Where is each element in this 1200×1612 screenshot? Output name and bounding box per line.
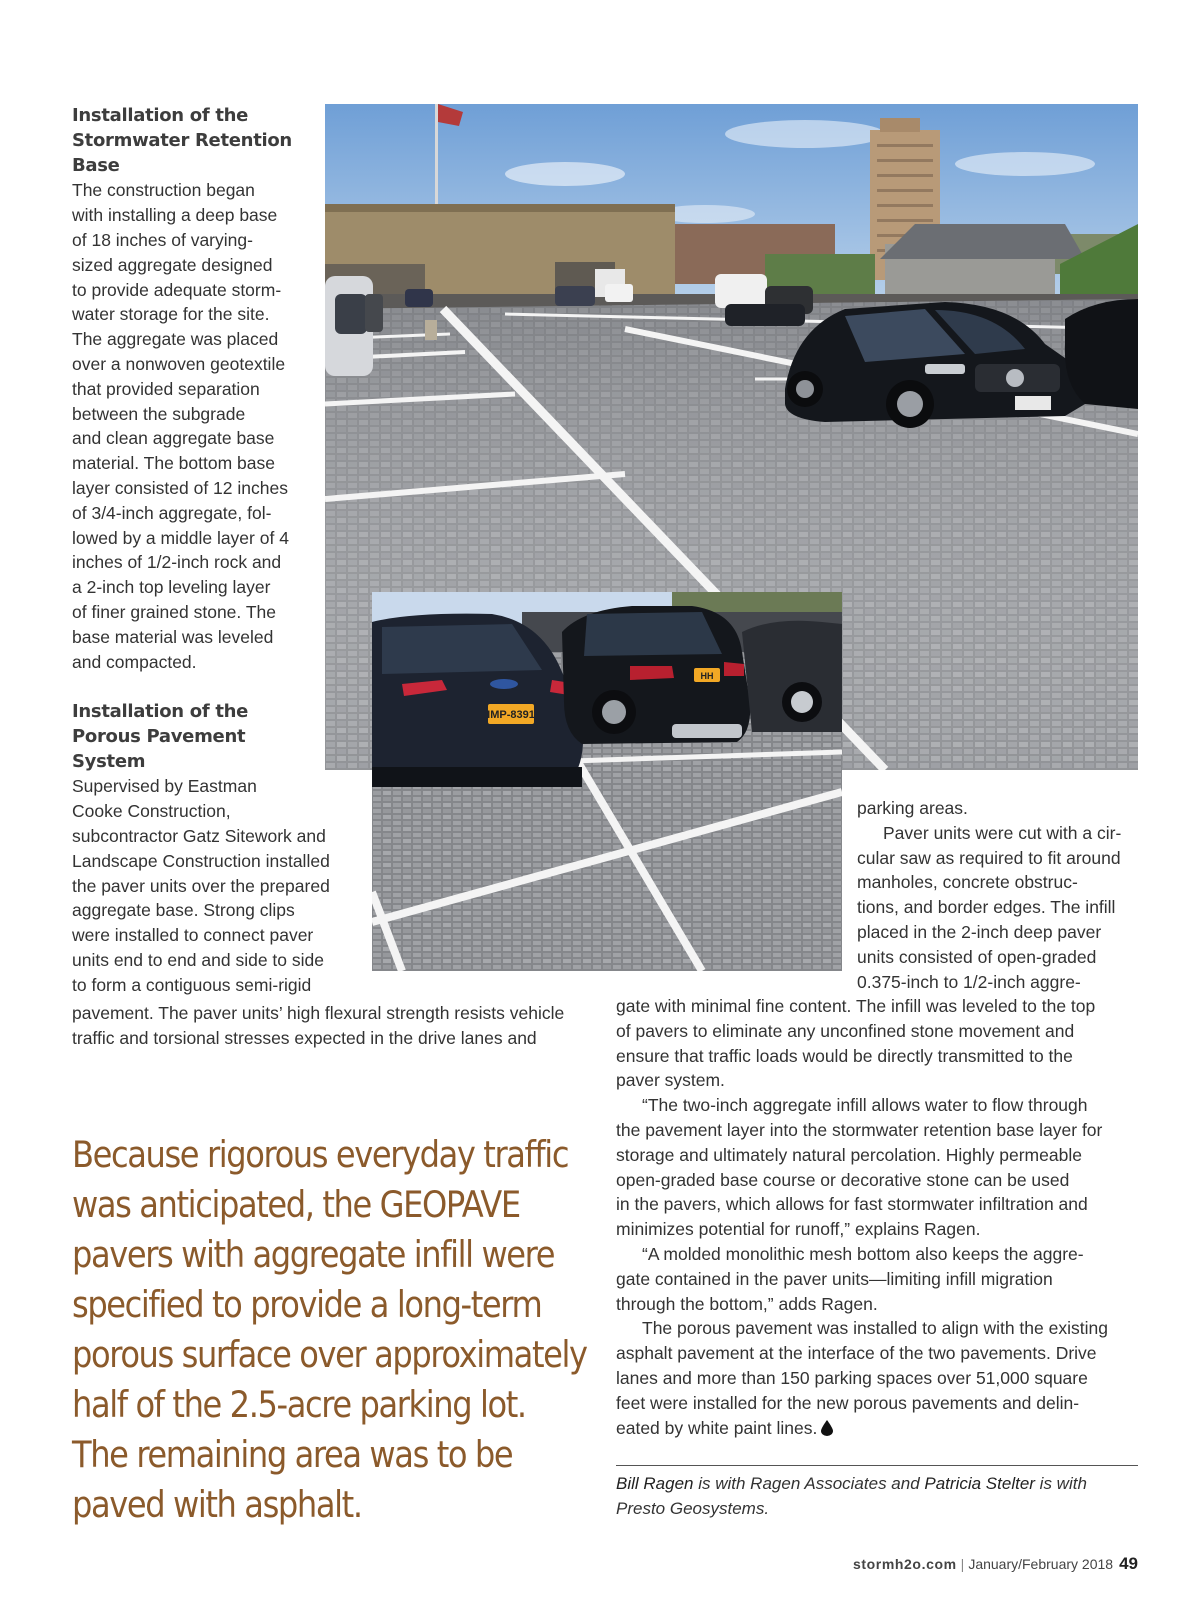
heading-line: System — [72, 750, 146, 772]
body-line: gate with minimal fine content. The infill was leveled to the top — [616, 996, 1096, 1016]
body-line: The aggregate was placed — [72, 329, 279, 350]
body-line: units consisted of open-graded — [857, 946, 1097, 967]
pull-quote-line: half of the 2.5-acre parking lot. — [72, 1383, 526, 1426]
body-line: subcontractor Gatz Sitework and — [72, 825, 326, 846]
body-line: open-graded base course or decorative stone can be used — [616, 1169, 1070, 1190]
pull-quote-line: Because rigorous everyday traffic — [72, 1133, 569, 1176]
body-line: over a nonwoven geotextile — [72, 353, 286, 374]
pull-quote-line: The remaining area was to be — [72, 1433, 513, 1476]
body-line: with installing a deep base — [72, 205, 278, 226]
body-line: of 3/4-inch aggregate, fol- — [72, 502, 272, 523]
body-line: water storage for the site. — [72, 304, 270, 325]
pull-quote — [72, 1130, 600, 1530]
body-line: placed in the 2-inch deep paver — [857, 921, 1102, 942]
body-line: Landscape Construction installed — [72, 850, 330, 871]
body-line: the paver units over the prepared — [72, 875, 330, 896]
body-line: “The two-inch aggregate infill allows water to flow through — [642, 1095, 1088, 1116]
body-line: units end to end and side to side — [72, 949, 324, 970]
pull-quote-line: porous surface over approximately — [72, 1333, 587, 1376]
body-line: in the pavers, which allows for fast stormwater infiltration and — [616, 1194, 1088, 1215]
body-line: manholes, concrete obstruc- — [857, 872, 1078, 893]
body-line: aggregate base. Strong clips — [72, 900, 295, 921]
heading-line: Porous Pavement — [72, 725, 246, 747]
page-number: 49 — [1119, 1554, 1138, 1573]
body-line: sized aggregate designed — [72, 254, 273, 275]
author-name: Patricia Stelter — [924, 1474, 1035, 1493]
pull-quote-line: specified to provide a long-term — [72, 1283, 542, 1326]
body-line-text: eated by white paint lines. — [616, 1417, 818, 1438]
author-credit — [616, 1472, 1138, 1522]
section-body — [72, 178, 312, 674]
body-line: pavement. The paver units’ high flexural strength resists vehicle — [72, 1003, 565, 1023]
body-line: gate contained in the paver units—limiting infill migration — [616, 1268, 1053, 1289]
heading-line: Installation of the — [72, 105, 249, 126]
body-line: were installed to connect paver — [72, 925, 314, 946]
body-line: between the subgrade — [72, 403, 246, 424]
body-line: of 18 inches of varying- — [72, 229, 253, 250]
body-line: and compacted. — [72, 651, 197, 672]
heading-line: Installation of the — [72, 701, 249, 722]
pull-quote-line: paved with asphalt. — [72, 1483, 362, 1526]
credit-divider — [616, 1465, 1138, 1466]
body-line: of finer grained stone. The — [72, 601, 276, 622]
body-line: cular saw as required to fit around — [857, 847, 1121, 868]
body-line: paver system. — [616, 1070, 725, 1091]
section-stormwater-retention-base — [72, 104, 312, 674]
black-suv-inset — [562, 606, 750, 744]
pull-quote-line: pavers with aggregate infill were — [72, 1233, 555, 1276]
body-line: to provide adequate storm- — [72, 279, 282, 300]
body-line: lowed by a middle layer of 4 — [72, 527, 289, 548]
body-line: Cooke Construction, — [72, 801, 231, 822]
body-line: base material was leveled — [72, 626, 274, 647]
body-line: The porous pavement was installed to align with the existing — [642, 1318, 1108, 1339]
body-line: “A molded monolithic mesh bottom also keeps the aggre- — [642, 1243, 1084, 1264]
author-name: Bill Ragen — [616, 1474, 694, 1493]
plate-text-1: IMP-8391 — [487, 709, 535, 721]
body-line: parking areas. — [857, 798, 968, 818]
body-line: tions, and border edges. The infill — [857, 897, 1116, 918]
credit-text: is with Ragen Associates and — [693, 1474, 925, 1493]
heading-line: Stormwater Retention — [72, 129, 292, 151]
heading-line: Base — [72, 154, 120, 176]
body-line: feet were installed for the new porous pavements and delin- — [616, 1392, 1080, 1413]
body-line: a 2-inch top leveling layer — [72, 577, 271, 598]
body-line: storage and ultimately natural percolation. Highly permeable — [616, 1144, 1082, 1165]
section-heading — [72, 104, 312, 178]
body-line: asphalt pavement at the interface of the two pavements. Drive — [616, 1343, 1097, 1364]
section-body — [72, 774, 352, 997]
body-line: The construction began — [72, 180, 255, 201]
right-column-body — [616, 994, 1146, 1440]
body-line: that provided separation — [72, 378, 260, 399]
body-line: lanes and more than 150 parking spaces over 51,000 square — [616, 1367, 1088, 1388]
body-line: Paver units were cut with a cir- — [883, 822, 1122, 843]
body-line: layer consisted of 12 inches — [72, 477, 288, 498]
body-line: minimizes potential for runoff,” explains Ragen. — [616, 1219, 981, 1240]
credit-text: is with — [1034, 1474, 1087, 1493]
body-line-last — [616, 1416, 1146, 1441]
footer-issue: January/February 2018 — [968, 1556, 1114, 1572]
footer-site: stormh2o.com — [853, 1556, 957, 1572]
body-line: the pavement layer into the stormwater retention base layer for — [616, 1119, 1103, 1140]
right-column-top-text — [857, 796, 1137, 994]
body-line: through the bottom,” adds Ragen. — [616, 1293, 878, 1314]
body-line: inches of 1/2-inch rock and — [72, 552, 282, 573]
section-heading — [72, 700, 352, 774]
footer-separator: | — [960, 1556, 965, 1572]
section-porous-pavement-system — [72, 700, 352, 998]
page-footer — [760, 1554, 1138, 1574]
body-line: 0.375-inch to 1/2-inch aggre- — [857, 971, 1081, 992]
inset-parked-cars-photo — [372, 592, 842, 971]
pull-quote-line: was anticipated, the GEOPAVE — [72, 1183, 520, 1226]
body-line: and clean aggregate base — [72, 428, 275, 449]
credit-text: Presto Geosystems. — [616, 1498, 770, 1518]
body-line: traffic and torsional stresses expected in the drive lanes and — [72, 1028, 537, 1048]
body-line: of pavers to eliminate any unconfined stone movement and — [616, 1020, 1075, 1041]
plate-text-2: HH — [700, 671, 714, 681]
water-drop-icon — [821, 1420, 833, 1436]
body-line: to form a contiguous semi-rigid — [72, 974, 312, 995]
body-line: Supervised by Eastman — [72, 776, 257, 797]
body-line: material. The bottom base — [72, 453, 275, 474]
body-line: ensure that traffic loads would be directly transmitted to the — [616, 1045, 1073, 1066]
